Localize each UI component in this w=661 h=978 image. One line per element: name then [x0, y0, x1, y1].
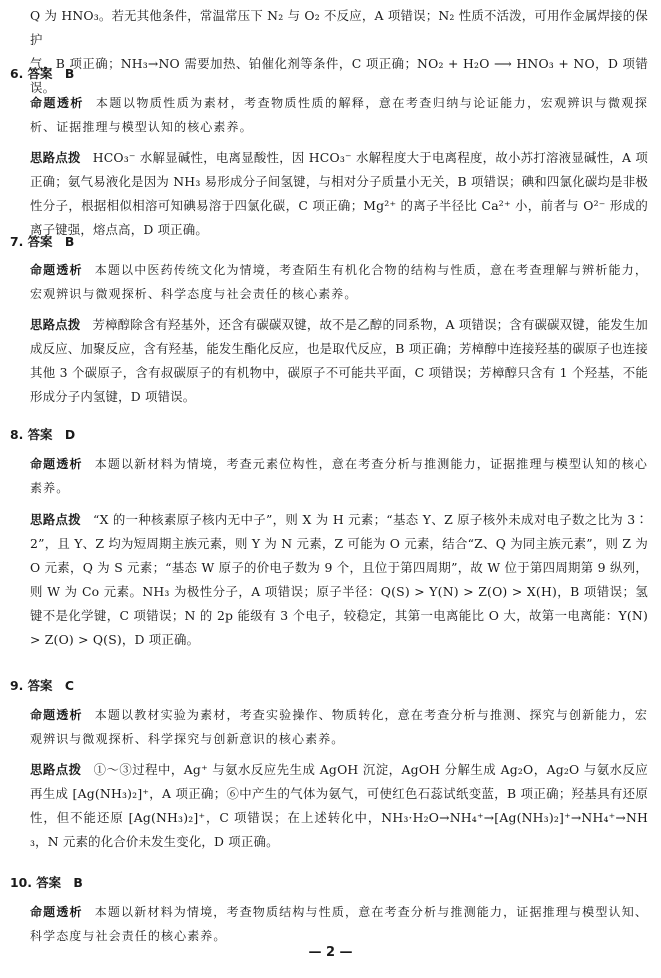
q8-analysis-label: 命题透析 [30, 457, 83, 471]
intro-line-1: Q 为 HNO₃。若无其他条件，常温常压下 N₂ 与 O₂ 不反应，A 项错误；N₂ 性质不活泼，可用作金属焊接的保护 [30, 8, 648, 47]
q9-solution-label: 思路点拨 [30, 762, 82, 777]
q6-analysis [30, 92, 648, 140]
q8-answer-header: 8. 答案 D [10, 427, 76, 442]
q6-analysis-text: 本题以物质性质为素材，考查物质性质的解释，意在考查归纳与论证能力，宏观辨识与微观探析、证据推理与模型认知的核心素养。 [30, 96, 648, 134]
q10-analysis-label: 命题透析 [30, 905, 83, 919]
q8-solution-text: “X 的一种核素原子核内无中子”，则 X 为 H 元素；“基态 Y、Z 原子核外未成对电子数之比为 3∶2”，且 Y、Z 均为短周期主族元素，则 Y 为 N 元素，Z 可能为 O 元素，结合“Z、Q 为同主族元素”，则 Z 为 O 元素，Q 为 S 元素；“基态 W 原子的价电子数为 9 个，且位于第四周期”，故 W 位于第四周期第 9 纵列，则 W 为 Co 元素。NH₃ 为极性分子，A 项错误；原子半径：Q(S) > Y(N) > Z(O) > X(H)，B 项错误；氢键不是化学键，C 项错误；N 的 2p 能级有 3 个电子，较稳定，其第一电离能比 O 大，故第一电离能：Y(N) > Z(O) > Q(S)，D 项正确。 [30, 512, 648, 647]
q7-analysis-label: 命题透析 [30, 263, 83, 277]
q9-analysis-text: 本题以教材实验为素材，考查实验操作、物质转化，意在考查分析与推测、探究与创新能力，宏观辨识与微观探析、科学探究与创新意识的核心素养。 [30, 708, 648, 746]
q7-solution-label: 思路点拨 [30, 317, 81, 332]
q7-answer-header: 7. 答案 B [10, 234, 75, 249]
q7-analysis-text: 本题以中医药传统文化为情境，考查陌生有机化合物的结构与性质，意在考查理解与辨析能力，宏观辨识与微观探析、科学态度与社会责任的核心素养。 [30, 263, 648, 301]
q10-analysis-text: 本题以新材料为情境，考查物质结构与性质，意在考查分析与推测能力，证据推理与模型认知、科学态度与社会责任的核心素养。 [30, 905, 648, 943]
q10-answer-header: 10. 答案 B [10, 875, 83, 890]
q8-analysis-text: 本题以新材料为情境，考查元素位构性，意在考查分析与推测能力，证据推理与模型认知的核心素养。 [30, 457, 648, 495]
q9-solution [30, 758, 648, 854]
q8-solution-label: 思路点拨 [30, 512, 82, 527]
page-number: — 2 — [308, 945, 353, 960]
q6-solution-label: 思路点拨 [30, 150, 81, 165]
intro-line-2: 气，B 项正确；NH₃→NO 需要加热、铂催化剂等条件，C 项正确；NO₂ + H₂O ⟶ HNO₃ + NO，D 项错误。 [30, 55, 648, 95]
q6-analysis-label: 命题透析 [30, 96, 84, 110]
q10-analysis [30, 901, 648, 949]
q9-analysis [30, 704, 648, 752]
q9-solution-text: ①～③过程中，Ag⁺ 与氨水反应先生成 AgOH 沉淀，AgOH 分解生成 Ag₂O，Ag₂O 与氨水反应再生成 [Ag(NH₃)₂]⁺，A 项正确；⑥中产生的气体为氨气，可使红色石蕊试纸变蓝，B 项正确；羟基具有还原性，但不能还原 [Ag(NH₃)₂]⁺，C 项错误；在上述转化中，NH₃·H₂O→NH₄⁺→[Ag(NH₃)₂]⁺→NH₄⁺→NH₃，N 元素的化合价未发生变化，D 项正确。 [30, 762, 648, 849]
q6-answer-header: 6. 答案 B [10, 66, 75, 81]
q8-solution [30, 508, 648, 651]
q6-solution-text: HCO₃⁻ 水解显碱性，电离显酸性，因 HCO₃⁻ 水解程度大于电离程度，故小苏打溶液显碱性，A 项正确；氨气易液化是因为 NH₃ 易形成分子间氢键，与相对分子质量小无关，B 项错误；碘和四氯化碳均是非极性分子，根据相似相溶可知碘易溶于四氯化碳，C 项正确；Mg²⁺ 的离子半径比 Ca²⁺ 小，前者与 O²⁻ 形成的离子键强，熔点高，D 项正确。 [30, 150, 648, 237]
q7-analysis [30, 259, 648, 307]
intro-paragraph [30, 4, 648, 100]
q9-analysis-label: 命题透析 [30, 708, 83, 722]
q6-solution [30, 146, 648, 242]
q7-solution [30, 313, 648, 409]
q7-solution-text: 芳樟醇除含有羟基外，还含有碳碳双键，故不是乙醇的同系物，A 项错误；含有碳碳双键，能发生加成反应、加聚反应，含有羟基，能发生酯化反应，也是取代反应，B 项正确；芳樟醇中连接羟基的碳原子也连接其他 3 个碳原子，含有叔碳原子的有机物中，碳原子不可能共平面，C 项错误；芳樟醇只含有 1 个羟基，不能形成分子内氢键，D 项错误。 [30, 317, 648, 404]
q8-analysis [30, 453, 648, 501]
q9-answer-header: 9. 答案 C [10, 678, 74, 693]
